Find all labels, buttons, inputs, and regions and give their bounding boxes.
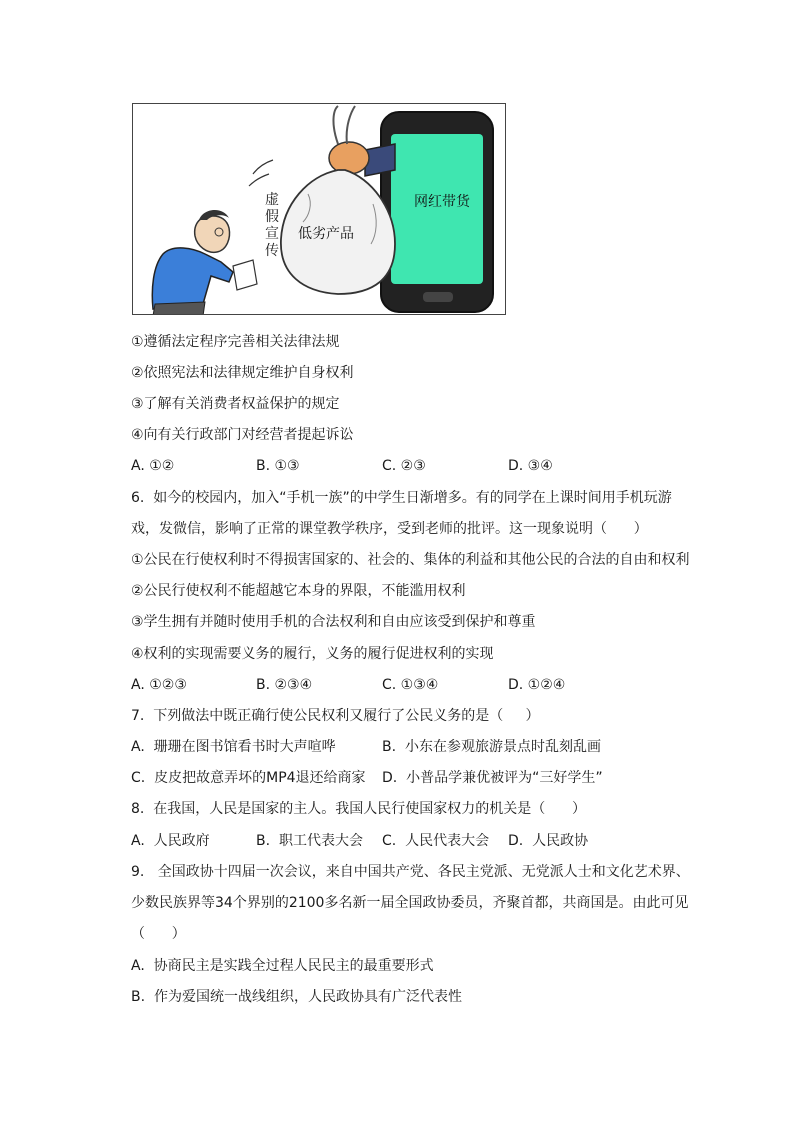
q5-statement: ③了解有关消费者权益保护的规定	[131, 396, 340, 412]
q6-option-b[interactable]: B. ②③④	[256, 677, 313, 693]
q5-statement: ②依照宪法和法律规定维护自身权利	[131, 365, 354, 381]
q7-option-b[interactable]: B. 小东在参观旅游景点时乱刻乱画	[382, 739, 601, 755]
q6-stem-line-1: 6. 如今的校园内，加入“手机一族”的中学生日渐增多。有的同学在上课时间用手机玩游	[131, 490, 672, 506]
q7-option-d[interactable]: D. 小普品学兼优被评为“三好学生”	[382, 770, 603, 786]
q8-option-c[interactable]: C. 人民代表大会	[382, 833, 490, 849]
caption-false-advertising	[264, 192, 280, 260]
q5-option-c[interactable]: C. ②③	[382, 458, 426, 474]
caption-char: 传	[265, 243, 279, 259]
q7-option-c[interactable]: C. 皮皮把故意弄坏的MP4退还给商家	[131, 770, 366, 786]
q8-option-b[interactable]: B. 职工代表大会	[256, 833, 363, 849]
q9-stem-line-1: 9. 全国政协十四届一次会议，来自中国共产党、各民主党派、无党派人士和文化艺术界、	[131, 864, 690, 880]
q6-statement: ③学生拥有并随时使用手机的合法权利和自由应该受到保护和尊重	[131, 614, 536, 630]
caption-char: 虚	[265, 192, 279, 208]
cartoon-figure	[132, 103, 506, 315]
phone-label: 网红带货	[414, 194, 470, 210]
q5-statement: ①遵循法定程序完善相关法律法规	[131, 334, 340, 350]
q7-stem: 7. 下列做法中既正确行使公民权利又履行了公民义务的是（ ）	[131, 708, 540, 724]
q7-option-a[interactable]: A. 珊珊在图书馆看书时大声喧哗	[131, 739, 336, 755]
man-pants	[153, 302, 205, 315]
q5-option-b[interactable]: B. ①③	[256, 458, 300, 474]
phone-home-button	[423, 292, 453, 302]
q5-option-a[interactable]: A. ①②	[131, 458, 175, 474]
q6-statement: ①公民在行使权利时不得损害国家的、社会的、集体的利益和其他公民的合法的自由和权利	[131, 552, 690, 568]
q6-option-d[interactable]: D. ①②④	[508, 677, 566, 693]
q9-stem-line-3: （ ）	[131, 926, 186, 942]
caption-char: 宣	[265, 226, 279, 242]
q6-stem-line-2: 戏，发微信，影响了正常的课堂教学秩序，受到老师的批评。这一现象说明（ ）	[131, 521, 648, 537]
q6-statement: ④权利的实现需要义务的履行，义务的履行促进权利的实现	[131, 646, 494, 662]
bag-ties	[333, 106, 355, 144]
q9-option-a[interactable]: A. 协商民主是实践全过程人民民主的最重要形式	[131, 958, 434, 974]
q9-option-b[interactable]: B. 作为爱国统一战线组织，人民政协具有广泛代表性	[131, 989, 462, 1005]
caption-char: 假	[265, 209, 279, 225]
paper-in-hand	[233, 260, 257, 290]
q6-option-a[interactable]: A. ①②③	[131, 677, 187, 693]
q6-statement: ②公民行使权利不能超越它本身的界限，不能滥用权利	[131, 583, 466, 599]
q5-statement: ④向有关行政部门对经营者提起诉讼	[131, 427, 354, 443]
q6-option-c[interactable]: C. ①③④	[382, 677, 439, 693]
q8-option-a[interactable]: A. 人民政府	[131, 833, 210, 849]
q8-stem: 8. 在我国，人民是国家的主人。我国人民行使国家权力的机关是（ ）	[131, 801, 586, 817]
man-head	[195, 216, 230, 253]
hand	[329, 142, 369, 174]
motion-lines	[249, 160, 273, 186]
q5-option-d[interactable]: D. ③④	[508, 458, 553, 474]
man-shirt	[152, 248, 233, 309]
q9-stem-line-2: 少数民族界等34个界别的2100多名新一届全国政协委员，齐聚首都，共商国是。由此可见	[131, 895, 689, 911]
q8-option-d[interactable]: D. 人民政协	[508, 833, 589, 849]
bag-label: 低劣产品	[298, 226, 354, 242]
